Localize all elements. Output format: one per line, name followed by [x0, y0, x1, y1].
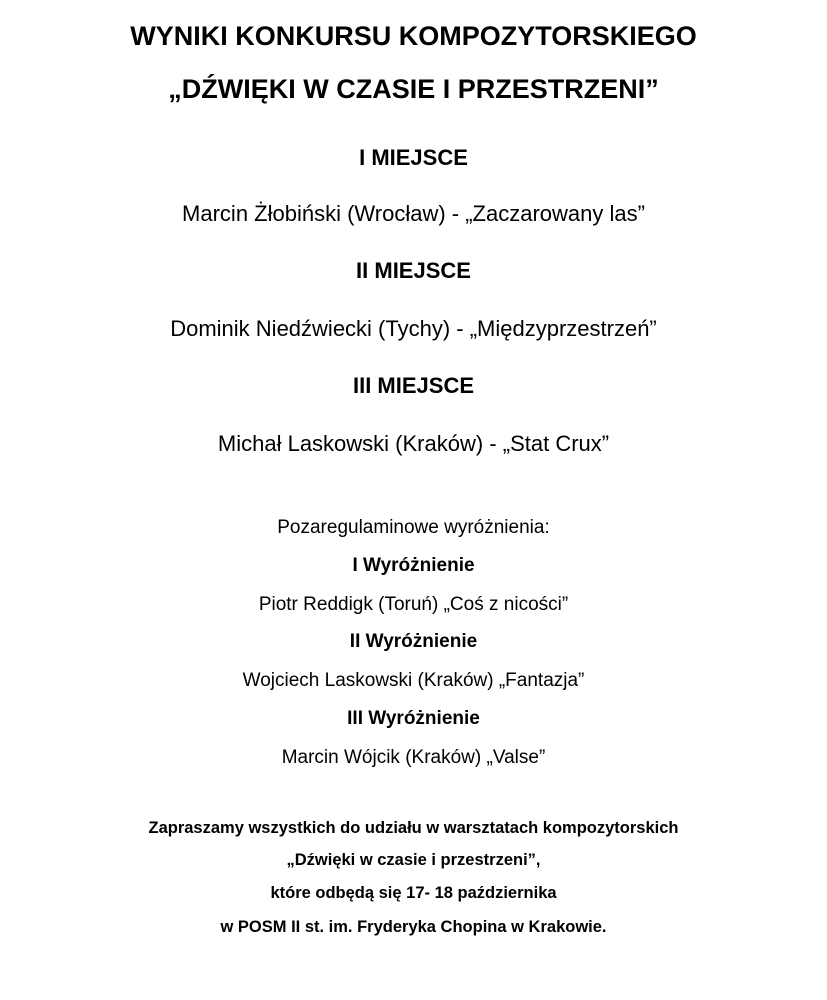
first-distinction-winner: Piotr Reddigk (Toruń) „Coś z nicości”: [258, 594, 569, 615]
invitation-line-1: Zapraszamy wszystkich do udziału w warsztatach kompozytorskich: [148, 819, 679, 837]
first-distinction-label: I Wyróżnienie: [352, 555, 475, 576]
first-place-winner: Marcin Żłobiński (Wrocław) - „Zaczarowany las”: [182, 201, 645, 226]
second-place-winner: Dominik Niedźwiecki (Tychy) - „Międzyprzestrzeń”: [170, 316, 657, 341]
third-distinction-label: III Wyróżnienie: [347, 708, 480, 729]
invitation-line-4: w POSM II st. im. Fryderyka Chopina w Krakowie.: [220, 918, 607, 936]
second-distinction-winner: Wojciech Laskowski (Kraków) „Fantazja”: [242, 670, 585, 691]
second-distinction-label: II Wyróżnienie: [349, 631, 478, 652]
document-title-line-1: WYNIKI KONKURSU KOMPOZYTORSKIEGO: [130, 21, 697, 51]
second-place-label: II MIEJSCE: [356, 258, 471, 283]
invitation-line-3: które odbędą się 17- 18 października: [270, 884, 557, 902]
first-place-label: I MIEJSCE: [359, 145, 468, 170]
third-distinction-winner: Marcin Wójcik (Kraków) „Valse”: [281, 747, 546, 768]
invitation-line-2: „Dźwięki w czasie i przestrzeni”,: [286, 851, 541, 869]
distinctions-intro: Pozaregulaminowe wyróżnienia:: [277, 517, 550, 538]
third-place-label: III MIEJSCE: [352, 373, 475, 398]
third-place-winner: Michał Laskowski (Kraków) - „Stat Crux”: [217, 431, 610, 456]
document-title-line-2: „DŹWIĘKI W CZASIE I PRZESTRZENI”: [168, 74, 659, 104]
